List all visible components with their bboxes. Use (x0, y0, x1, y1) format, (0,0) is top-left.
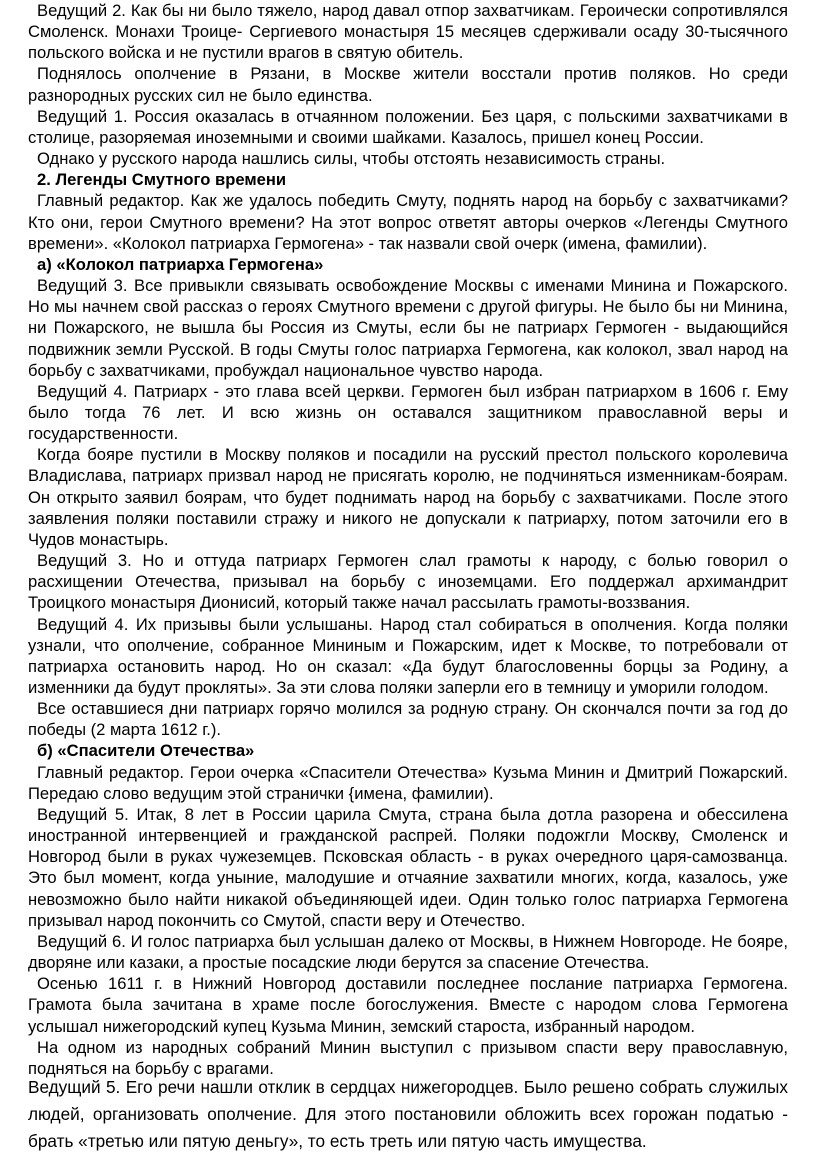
document-body (28, 0, 788, 1079)
paragraph: Все оставшиеся дни патриарх горячо молился за родную страну. Он скончался почти за год до победы (2 марта 1612 г.). (28, 699, 788, 740)
paragraph: Однако у русского народа нашлись силы, чтобы отстоять независимость страны. (37, 149, 666, 169)
paragraph: Ведущий 3. Все привыкли связывать освобождение Москвы с именами Минина и Пожарского. Но мы начнем свой рассказ о героях Смутного времени с другой фигуры. Не было бы ни Минина, ни Пожарского, не вышла бы Россия из Смуты, если бы не патриарх Гермоген - выдающийся подвижник земли Русской. В годы Смуты голос патриарха Гермогена, как колокол, звал народ на борьбу с захватчиками, пробуждал национальное чувство народа. (28, 276, 788, 380)
paragraph: Главный редактор. Как же удалось победить Смуту, поднять народ на борьбу с захватчиками? Кто они, герои Смутного времени? На этот вопрос ответят авторы очерков «Легенды Смутного времени». «Колокол патриарха Гермогена» - так назвали свой очерк (имена, фамилии). (28, 191, 788, 253)
section-heading: 2. Легенды Смутного времени (37, 170, 287, 190)
paragraph: Ведущий 3. Но и оттуда патриарх Гермоген слал грамоты к народу, с болью говорил о расхищении Отечества, призывал на борьбу с иноземцами. Его поддержал архимандрит Троицкого монастыря Дионисий, который также начал рассылать грамоты-воззвания. (28, 551, 788, 613)
paragraph: Ведущий 4. Их призывы были услышаны. Народ стал собираться в ополчения. Когда поляки узнали, что ополчение, собранное Мининым и Пожарским, идет к Москве, то потребовали от патриарха остановить народ. Но он сказал: «Да будут благословенны борцы за Родину, а изменники да будут прокляты». За эти слова поляки заперли его в темницу и уморили голодом. (28, 614, 788, 697)
paragraph: Ведущий 2. Как бы ни было тяжело, народ давал отпор захватчикам. Героически сопротивлялся Смоленск. Монахи Троице- Сергиевого монастыря 15 месяцев сдерживали осаду 30-тысячного польского войска и не пустили врагов в святую обитель. (28, 1, 788, 63)
paragraph: Ведущий 5. Итак, 8 лет в России царила Смута, страна была дотла разорена и обессилена иностранной интервенцией и гражданской распрей. Поляки подожгли Москву, Смоленск и Новгород были в руках чужеземцев. Псковская область - в руках очередного царя-самозванца. Это был момент, когда уныние, малодушие и отчаяние захватили многих, когда, казалось, уже невозможно было найти никакой объединяющей идеи. Один только голос патриарха Гермогена призывал народ покончить со Смутой, спасти веру и Отечество. (28, 804, 788, 930)
paragraph: Ведущий 4. Патриарх - это глава всей церкви. Гермоген был избран патриархом в 1606 г. Ему было тогда 76 лет. И всю жизнь он оставался защитником православной веры и государственности. (28, 381, 788, 444)
paragraph: Ведущий 6. И голос патриарха был услышан далеко от Москвы, в Нижнем Новгороде. Не бояре, дворяне или казаки, а простые посадские люди берутся за спасение Отечества. (28, 931, 788, 973)
subsection-heading: б) «Спасители Отечества» (37, 741, 255, 761)
paragraph: Ведущий 1. Россия оказалась в отчаянном положении. Без царя, с польскими захватчиками в столице, разоряемая иноземными и своими шайками. Казалось, пришел конец России. (28, 106, 788, 147)
paragraph: На одном из народных собраний Минин выступил с призывом спасти веру православную, подняться на борьбу с врагами. (28, 1037, 788, 1078)
paragraph: Когда бояре пустили в Москву поляков и посадили на русский престол польского королевича Владислава, патриарх призвал народ не присягать королю, не подчиняться изменникам-боярам. Он открыто заявил боярам, что будет поднимать народ на борьбу с захватчиками. После этого заявления поляки поставили стражу и никого не допускали к патриарху, потом заточили его в Чудов монастырь. (28, 445, 788, 549)
document-tail (28, 1074, 788, 1155)
paragraph: Главный редактор. Герои очерка «Спасители Отечества» Кузьма Минин и Дмитрий Пожарский. Передаю слово ведущим этой странички {имена, фамилии). (28, 762, 788, 803)
paragraph: Осенью 1611 г. в Нижний Новгород доставили последнее послание патриарха Гермогена. Грамота была зачитана в храме после богослужения. Вместе с народом слова Гермогена услышал нижегородский купец Кузьма Минин, земский староста, избранный народом. (28, 974, 788, 1036)
paragraph: Ведущий 5. Его речи нашли отклик в сердцах нижегородцев. Было решено собрать служилых людей, организовать ополчение. Для этого постановили обложить всех горожан податью - брать «третью или пятую деньгу», то есть треть или пятую часть имущества. (28, 1077, 788, 1151)
paragraph: Поднялось ополчение в Рязани, в Москве жители восстали против поляков. Но среди разнородных русских сил не было единства. (28, 64, 788, 105)
subsection-heading: а) «Колокол патриарха Гермогена» (37, 254, 324, 274)
